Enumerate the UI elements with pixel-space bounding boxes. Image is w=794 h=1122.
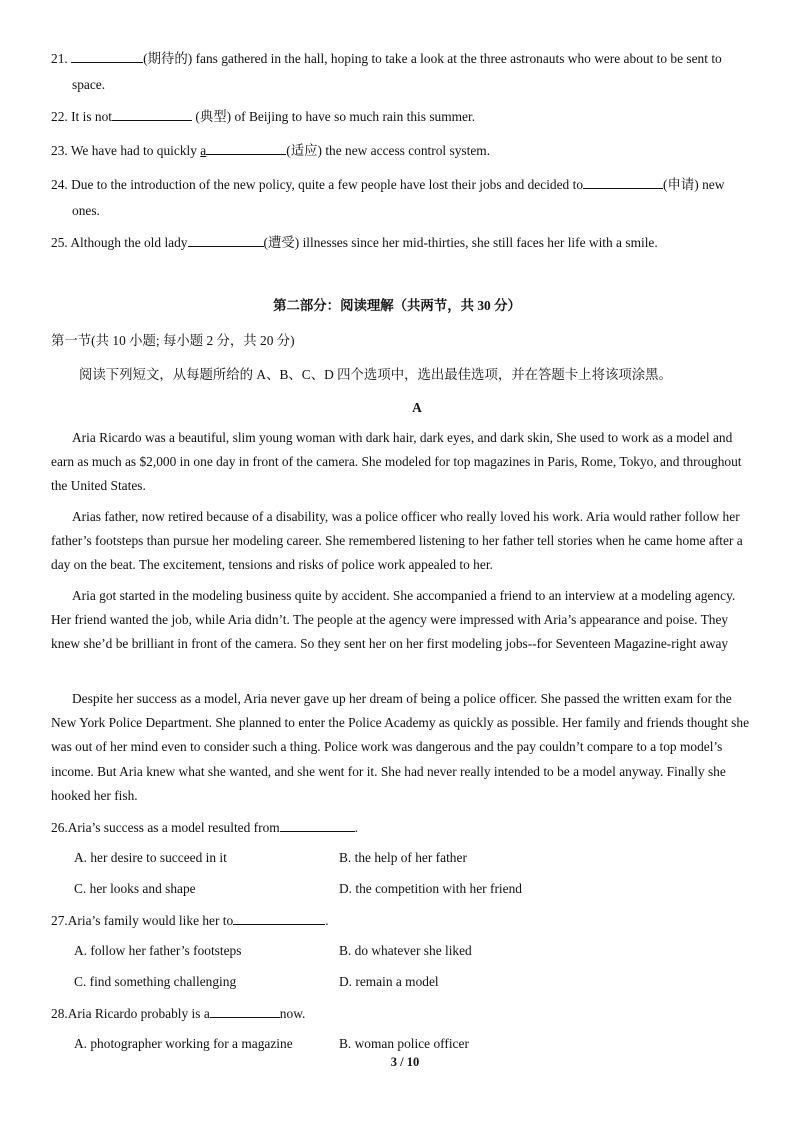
q27-option-d[interactable]: D. remain a model bbox=[339, 974, 439, 989]
passage-paragraph-2: Arias father, now retired because of a disability, was a police officer who really loved his work. Aria would rather follow her father’s footsteps than pursue her modeling career. She remembered listening to her father tell stories when he came home after a day on the beat. The excitement, tensions and risks of police work appealed to her. bbox=[51, 509, 743, 573]
passage-label: A bbox=[412, 400, 422, 415]
q23-text: the new access control system. bbox=[325, 143, 491, 158]
passage-paragraph-3: Aria got started in the modeling business quite by accident. She accompanied a friend to an interview at a modeling agency. Her friend wanted the job, while Aria didn’t. The people at the agency were impressed with Aria’s appearance and poise. They knew she’d be brilliant in front of the camera. So they sent her on her first modeling jobs--for Seventeen Magazine-right away bbox=[51, 588, 736, 652]
q27-stem: 27.Aria’s family would like her to bbox=[51, 913, 234, 928]
q28-end: now. bbox=[279, 1006, 306, 1021]
q21-hint: (期待的) bbox=[143, 51, 193, 66]
q26-stem: 26.Aria’s success as a model resulted from bbox=[51, 820, 280, 835]
q27-blank bbox=[233, 911, 325, 925]
passage-paragraph-4: Despite her success as a model, Aria never gave up her dream of being a police officer. She passed the written exam for the New York Police Department. She planned to enter the Police Academy as quickly as possible. Her family and friends thought she was out of her mind even to consider such a thing. Police work was dangerous and the pay couldn’t compare to a top model’s income. But Aria knew what she wanted, and she went for it. She had never really intended to be a model anyway. Finally she hooked her fish. bbox=[51, 691, 750, 803]
q26-blank bbox=[280, 818, 355, 832]
q21-number: 21. bbox=[51, 51, 68, 66]
q28-option-b[interactable]: B. woman police officer bbox=[339, 1036, 469, 1051]
q25-text: illnesses since her mid-thirties, she still faces her life with a smile. bbox=[302, 235, 658, 250]
q21-text: fans gathered in the hall, hoping to take a look at the three astronauts who were about to be sent to bbox=[195, 51, 722, 66]
part-two-title: 第二部分：阅读理解（共两节，共 30 分） bbox=[273, 298, 521, 313]
q24-text: new bbox=[702, 177, 725, 192]
q24-continuation: ones. bbox=[72, 203, 100, 218]
question-24 bbox=[51, 175, 724, 194]
question-28 bbox=[51, 1004, 305, 1023]
q26-option-d[interactable]: D. the competition with her friend bbox=[339, 881, 522, 896]
q25-blank bbox=[188, 233, 264, 247]
question-26 bbox=[51, 818, 358, 837]
q21-continuation: space. bbox=[72, 77, 106, 92]
passage-paragraph-1: Aria Ricardo was a beautiful, slim young woman with dark hair, dark eyes, and dark skin, She used to work as a model and earn as much as $2,000 in one day in front of the camera. She modeled for top magazines in Paris, Rome, Tokyo, and throughout the United States. bbox=[51, 430, 742, 494]
q26-option-a[interactable]: A. her desire to succeed in it bbox=[74, 850, 227, 865]
q24-number: 24. Due to the introduction of the new policy, quite a few people have lost their jobs and decided to bbox=[51, 177, 584, 192]
question-27 bbox=[51, 911, 329, 930]
q26-option-b[interactable]: B. the help of her father bbox=[339, 850, 467, 865]
q27-end: . bbox=[325, 913, 329, 928]
q27-option-b[interactable]: B. do whatever she liked bbox=[339, 943, 472, 958]
q21-blank bbox=[71, 49, 143, 63]
q23-blank bbox=[206, 141, 286, 155]
q27-option-c[interactable]: C. find something challenging bbox=[74, 974, 237, 989]
question-21 bbox=[51, 49, 722, 68]
q26-end: . bbox=[354, 820, 359, 835]
q22-blank bbox=[112, 107, 192, 121]
q23-hint: (适应) bbox=[286, 143, 322, 158]
question-23 bbox=[51, 141, 490, 160]
q24-hint: (申请) bbox=[663, 177, 699, 192]
instruction-text: 阅读下列短文，从每题所给的 A、B、C、D 四个选项中，选出最佳选项，并在答题卡上将该项涂黑。 bbox=[79, 367, 672, 382]
q22-text: of Beijing to have so much rain this summer. bbox=[234, 109, 476, 124]
q22-number: 22. It is not bbox=[51, 109, 113, 124]
q24-blank bbox=[583, 175, 663, 189]
q22-hint: (典型) bbox=[195, 109, 232, 124]
question-22 bbox=[51, 107, 475, 126]
q27-option-a[interactable]: A. follow her father’s footsteps bbox=[74, 943, 242, 958]
q23-prefix: a bbox=[200, 143, 207, 158]
q25-number: 25. Although the old lady bbox=[51, 235, 188, 250]
q28-blank bbox=[210, 1004, 280, 1018]
q25-hint: (遭受) bbox=[263, 235, 300, 250]
section-one-heading: 第一节(共 10 小题; 每小题 2 分，共 20 分) bbox=[51, 333, 295, 348]
q28-option-a[interactable]: A. photographer working for a magazine bbox=[74, 1036, 293, 1051]
page-number: 3 / 10 bbox=[390, 1055, 420, 1069]
question-25 bbox=[51, 233, 658, 252]
q26-option-c[interactable]: C. her looks and shape bbox=[74, 881, 196, 896]
q28-stem: 28.Aria Ricardo probably is a bbox=[51, 1006, 210, 1021]
q23-number: 23. We have had to quickly bbox=[51, 143, 197, 158]
